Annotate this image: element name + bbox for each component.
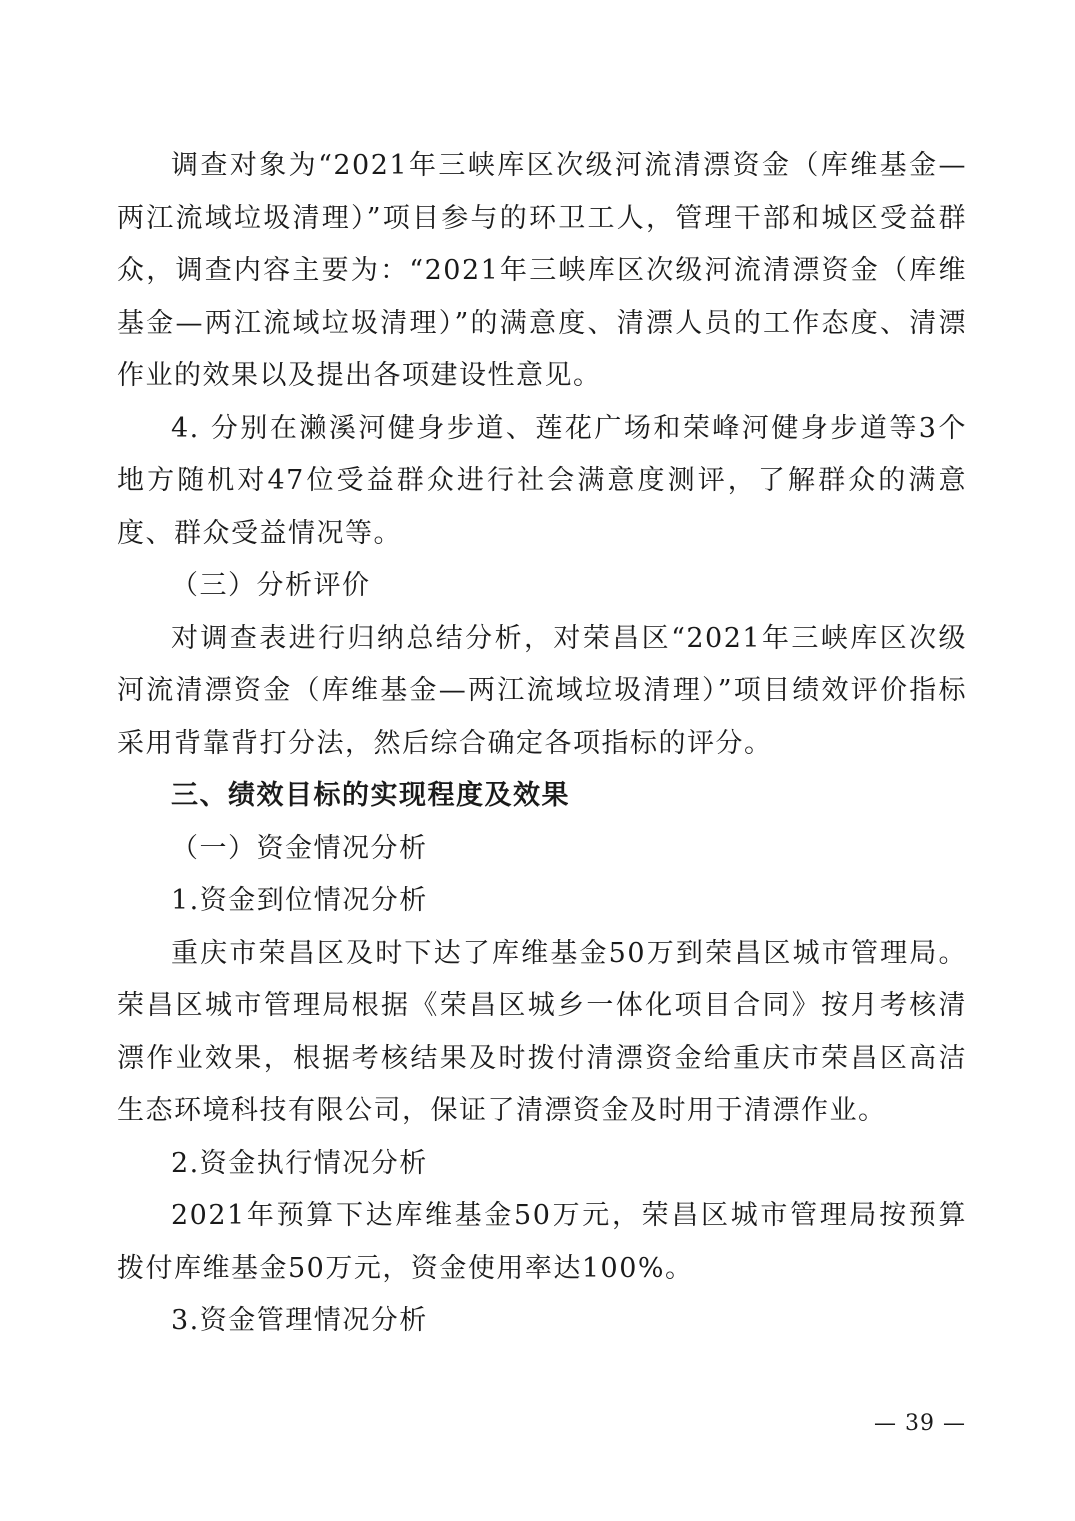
subsection-heading-funds-execution: 2.资金执行情况分析 [171, 1147, 428, 1179]
paragraph-analysis-method: 对调查表进行归纳总结分析，对荣昌区“2021年三峡库区次级河流清漂资金（库维基金—两江流域垃圾清理）”项目绩效评价指标采用背靠背打分法，然后综合确定各项指标的评分。 [117, 622, 967, 759]
section-heading-funds-analysis: （一）资金情况分析 [171, 832, 428, 864]
paragraph-satisfaction-test: 4. 分别在濑溪河健身步道、莲花广场和荣峰河健身步道等3个地方随机对47位受益群众进行社会满意度测评，了解群众的满意度、群众受益情况等。 [117, 412, 967, 549]
paragraph-funds-execution: 2021年预算下达库维基金50万元，荣昌区城市管理局按预算拨付库维基金50万元，资金使用率达100%。 [117, 1200, 967, 1284]
document-body [117, 140, 967, 1348]
section-heading-analysis-evaluation: （三）分析评价 [171, 570, 371, 601]
paragraph-funds-arrival: 重庆市荣昌区及时下达了库维基金50万到荣昌区城市管理局。荣昌区城市管理局根据《荣昌区城乡一体化项目合同》按月考核清漂作业效果，根据考核结果及时拨付清漂资金给重庆市荣昌区高洁生态环境科技有限公司，保证了清漂资金及时用于清漂作业。 [117, 937, 967, 1126]
chapter-heading-performance-goals: 三、绩效目标的实现程度及效果 [171, 780, 570, 811]
page-number: — 39 — [874, 1411, 966, 1436]
subsection-heading-funds-arrival: 1.资金到位情况分析 [171, 885, 428, 916]
subsection-heading-funds-management: 3.资金管理情况分析 [171, 1305, 428, 1336]
paragraph-survey-target: 调查对象为“2021年三峡库区次级河流清漂资金（库维基金—两江流域垃圾清理）”项目参与的环卫工人，管理干部和城区受益群众，调查内容主要为：“2021年三峡库区次级河流清漂资金（库维基金—两江流域垃圾清理）”的满意度、清漂人员的工作态度、清漂作业的效果以及提出各项建设性意见。 [117, 150, 967, 391]
